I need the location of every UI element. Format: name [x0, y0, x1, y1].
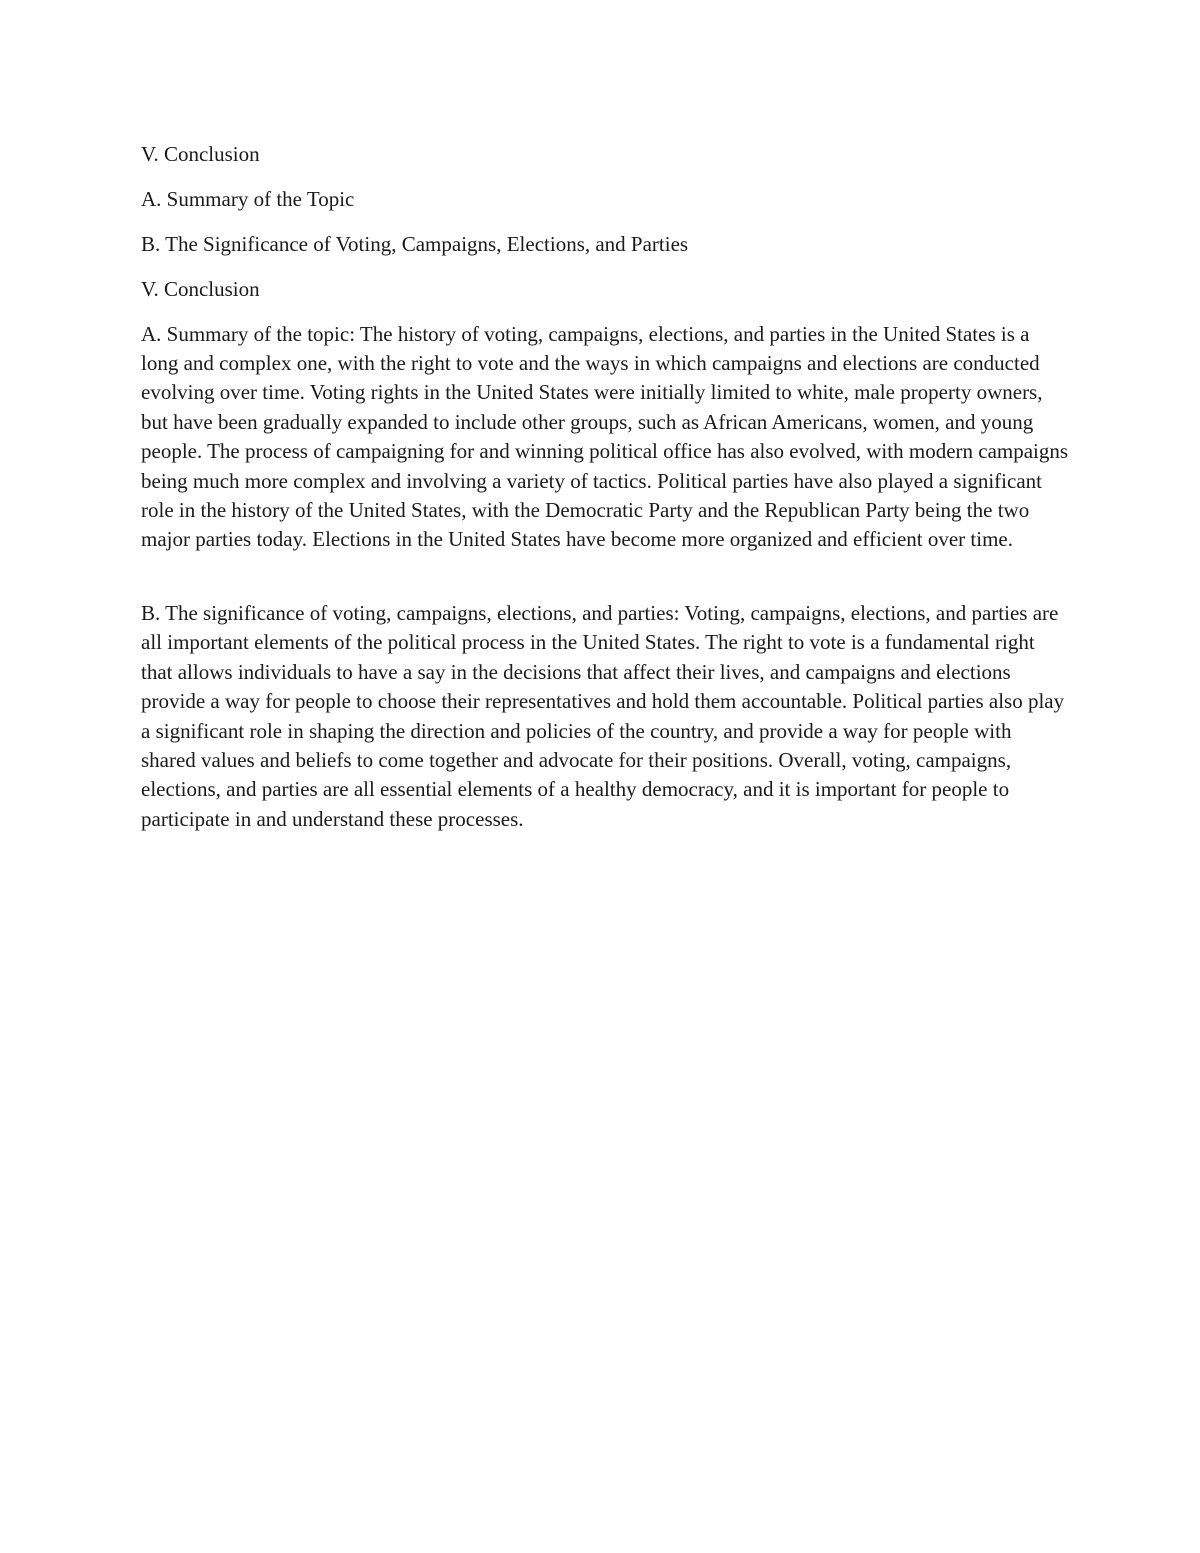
- heading-conclusion: V. Conclusion: [141, 142, 260, 166]
- heading-significance: B. The Significance of Voting, Campaigns, Elections, and Parties: [141, 231, 689, 256]
- heading-summary-of-topic: A. Summary of the Topic: [141, 186, 355, 211]
- document-body: [141, 140, 1071, 850]
- paragraph-summary: A. Summary of the topic: The history of voting, campaigns, elections, and parties in the United States is a long and complex one, with the right to vote and the ways in which campaigns and elections are conducted evolving over time. Voting rights in the United States were initially limited to white, male property owners, but have been gradually expanded to include other groups, such as African Americans, women, and young people. The process of campaigning for and winning political office has also evolved, with modern campaigns being much more complex and involving a variety of tactics. Political parties have also played a significant role in the history of the United States, with the Democratic Party and the Republican Party being the two major parties today. Elections in the United States have become more organized and efficient over time.: [141, 321, 1069, 552]
- heading-conclusion-repeat: V. Conclusion: [141, 276, 260, 301]
- paragraph-significance: B. The significance of voting, campaigns, elections, and parties: Voting, campaigns, elections, and parties are all important elements of the political process in the United States. The right to vote is a fundamental right that allows individuals to have a say in the decisions that affect their lives, and campaigns and elections provide a way for people to choose their representatives and hold them accountable. Political parties also play a significant role in shaping the direction and policies of the country, and provide a way for people with shared values and beliefs to come together and advocate for their positions. Overall, voting, campaigns, elections, and parties are all essential elements of a healthy democracy, and it is important for people to participate in and understand these processes.: [141, 600, 1065, 831]
